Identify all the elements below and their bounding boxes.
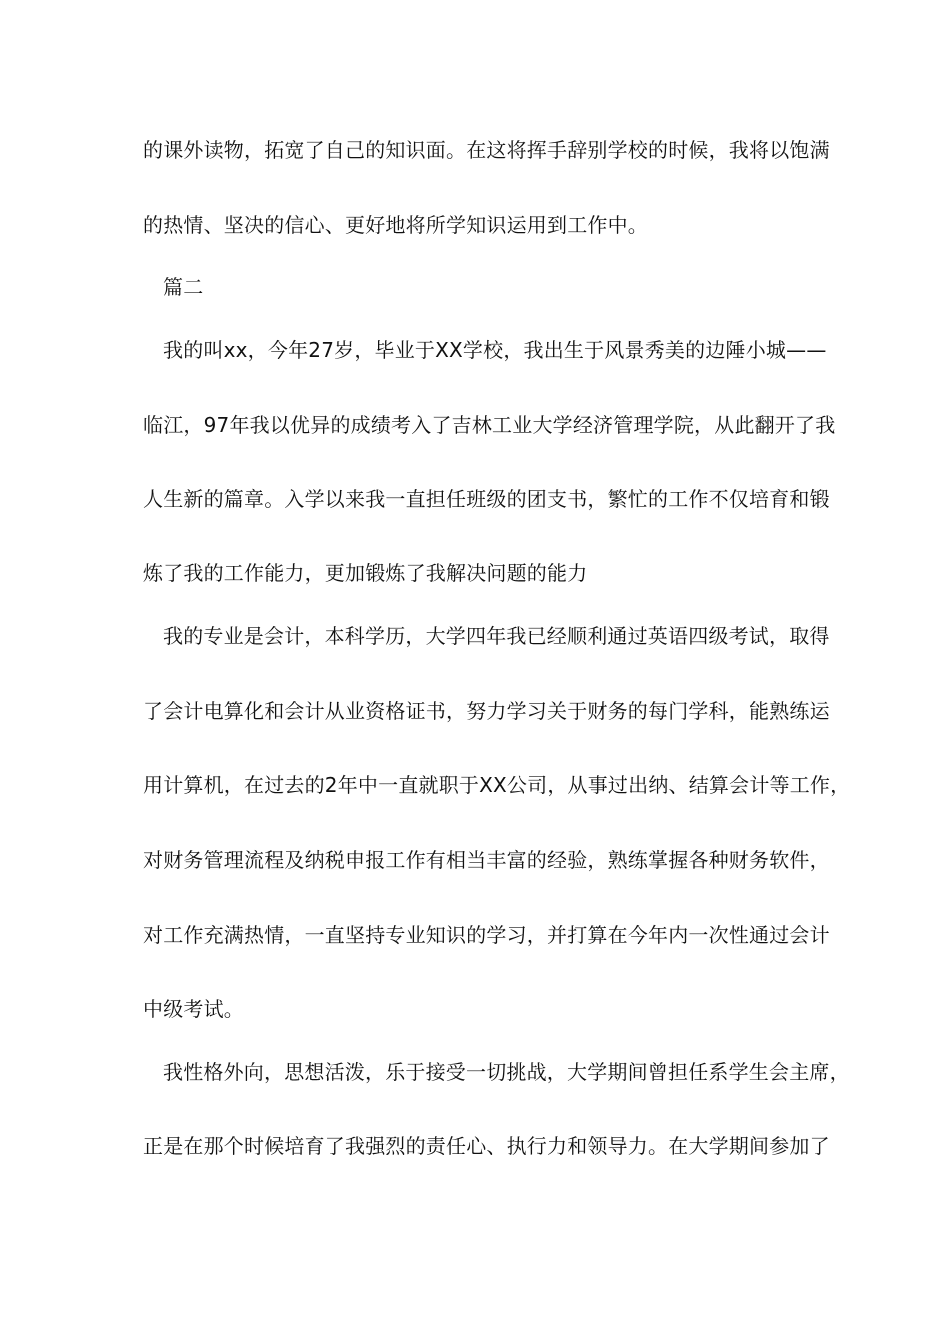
paragraph-first-line: 我的叫xx，今年27岁，毕业于XX学校，我出生于风景秀美的边陲小城—— (163, 338, 827, 362)
text-line: 对工作充满热情，一直坚持专业知识的学习，并打算在今年内一次性通过会计 (143, 923, 830, 947)
text-line: 人生新的篇章。入学以来我一直担任班级的团支书，繁忙的工作不仅培育和锻 (143, 487, 830, 511)
text-line: 的热情、坚决的信心、更好地将所学知识运用到工作中。 (143, 213, 648, 237)
text-line: 对财务管理流程及纳税申报工作有相当丰富的经验，熟练掌握各种财务软件， (143, 848, 830, 872)
text-line: 正是在那个时候培育了我强烈的责任心、执行力和领导力。在大学期间参加了 (143, 1134, 830, 1158)
text-line: 了会计电算化和会计从业资格证书，努力学习关于财务的每门学科，能熟练运 (143, 699, 830, 723)
paragraph-first-line: 我的专业是会计，本科学历，大学四年我已经顺利通过英语四级考试，取得 (163, 624, 830, 648)
text-line: 用计算机，在过去的2年中一直就职于XX公司，从事过出纳、结算会计等工作， (143, 773, 851, 797)
text-line: 炼了我的工作能力，更加锻炼了我解决问题的能力 (143, 561, 588, 585)
text-line: 的课外读物，拓宽了自己的知识面。在这将挥手辞别学校的时候，我将以饱满 (143, 138, 830, 162)
text-line: 中级考试。 (143, 997, 244, 1021)
section-heading: 篇二 (163, 275, 204, 299)
text-line: 临江，97年我以优异的成绩考入了吉林工业大学经济管理学院，从此翻开了我 (143, 413, 836, 437)
paragraph-first-line: 我性格外向，思想活泼，乐于接受一切挑战，大学期间曾担任系学生会主席， (163, 1060, 850, 1084)
